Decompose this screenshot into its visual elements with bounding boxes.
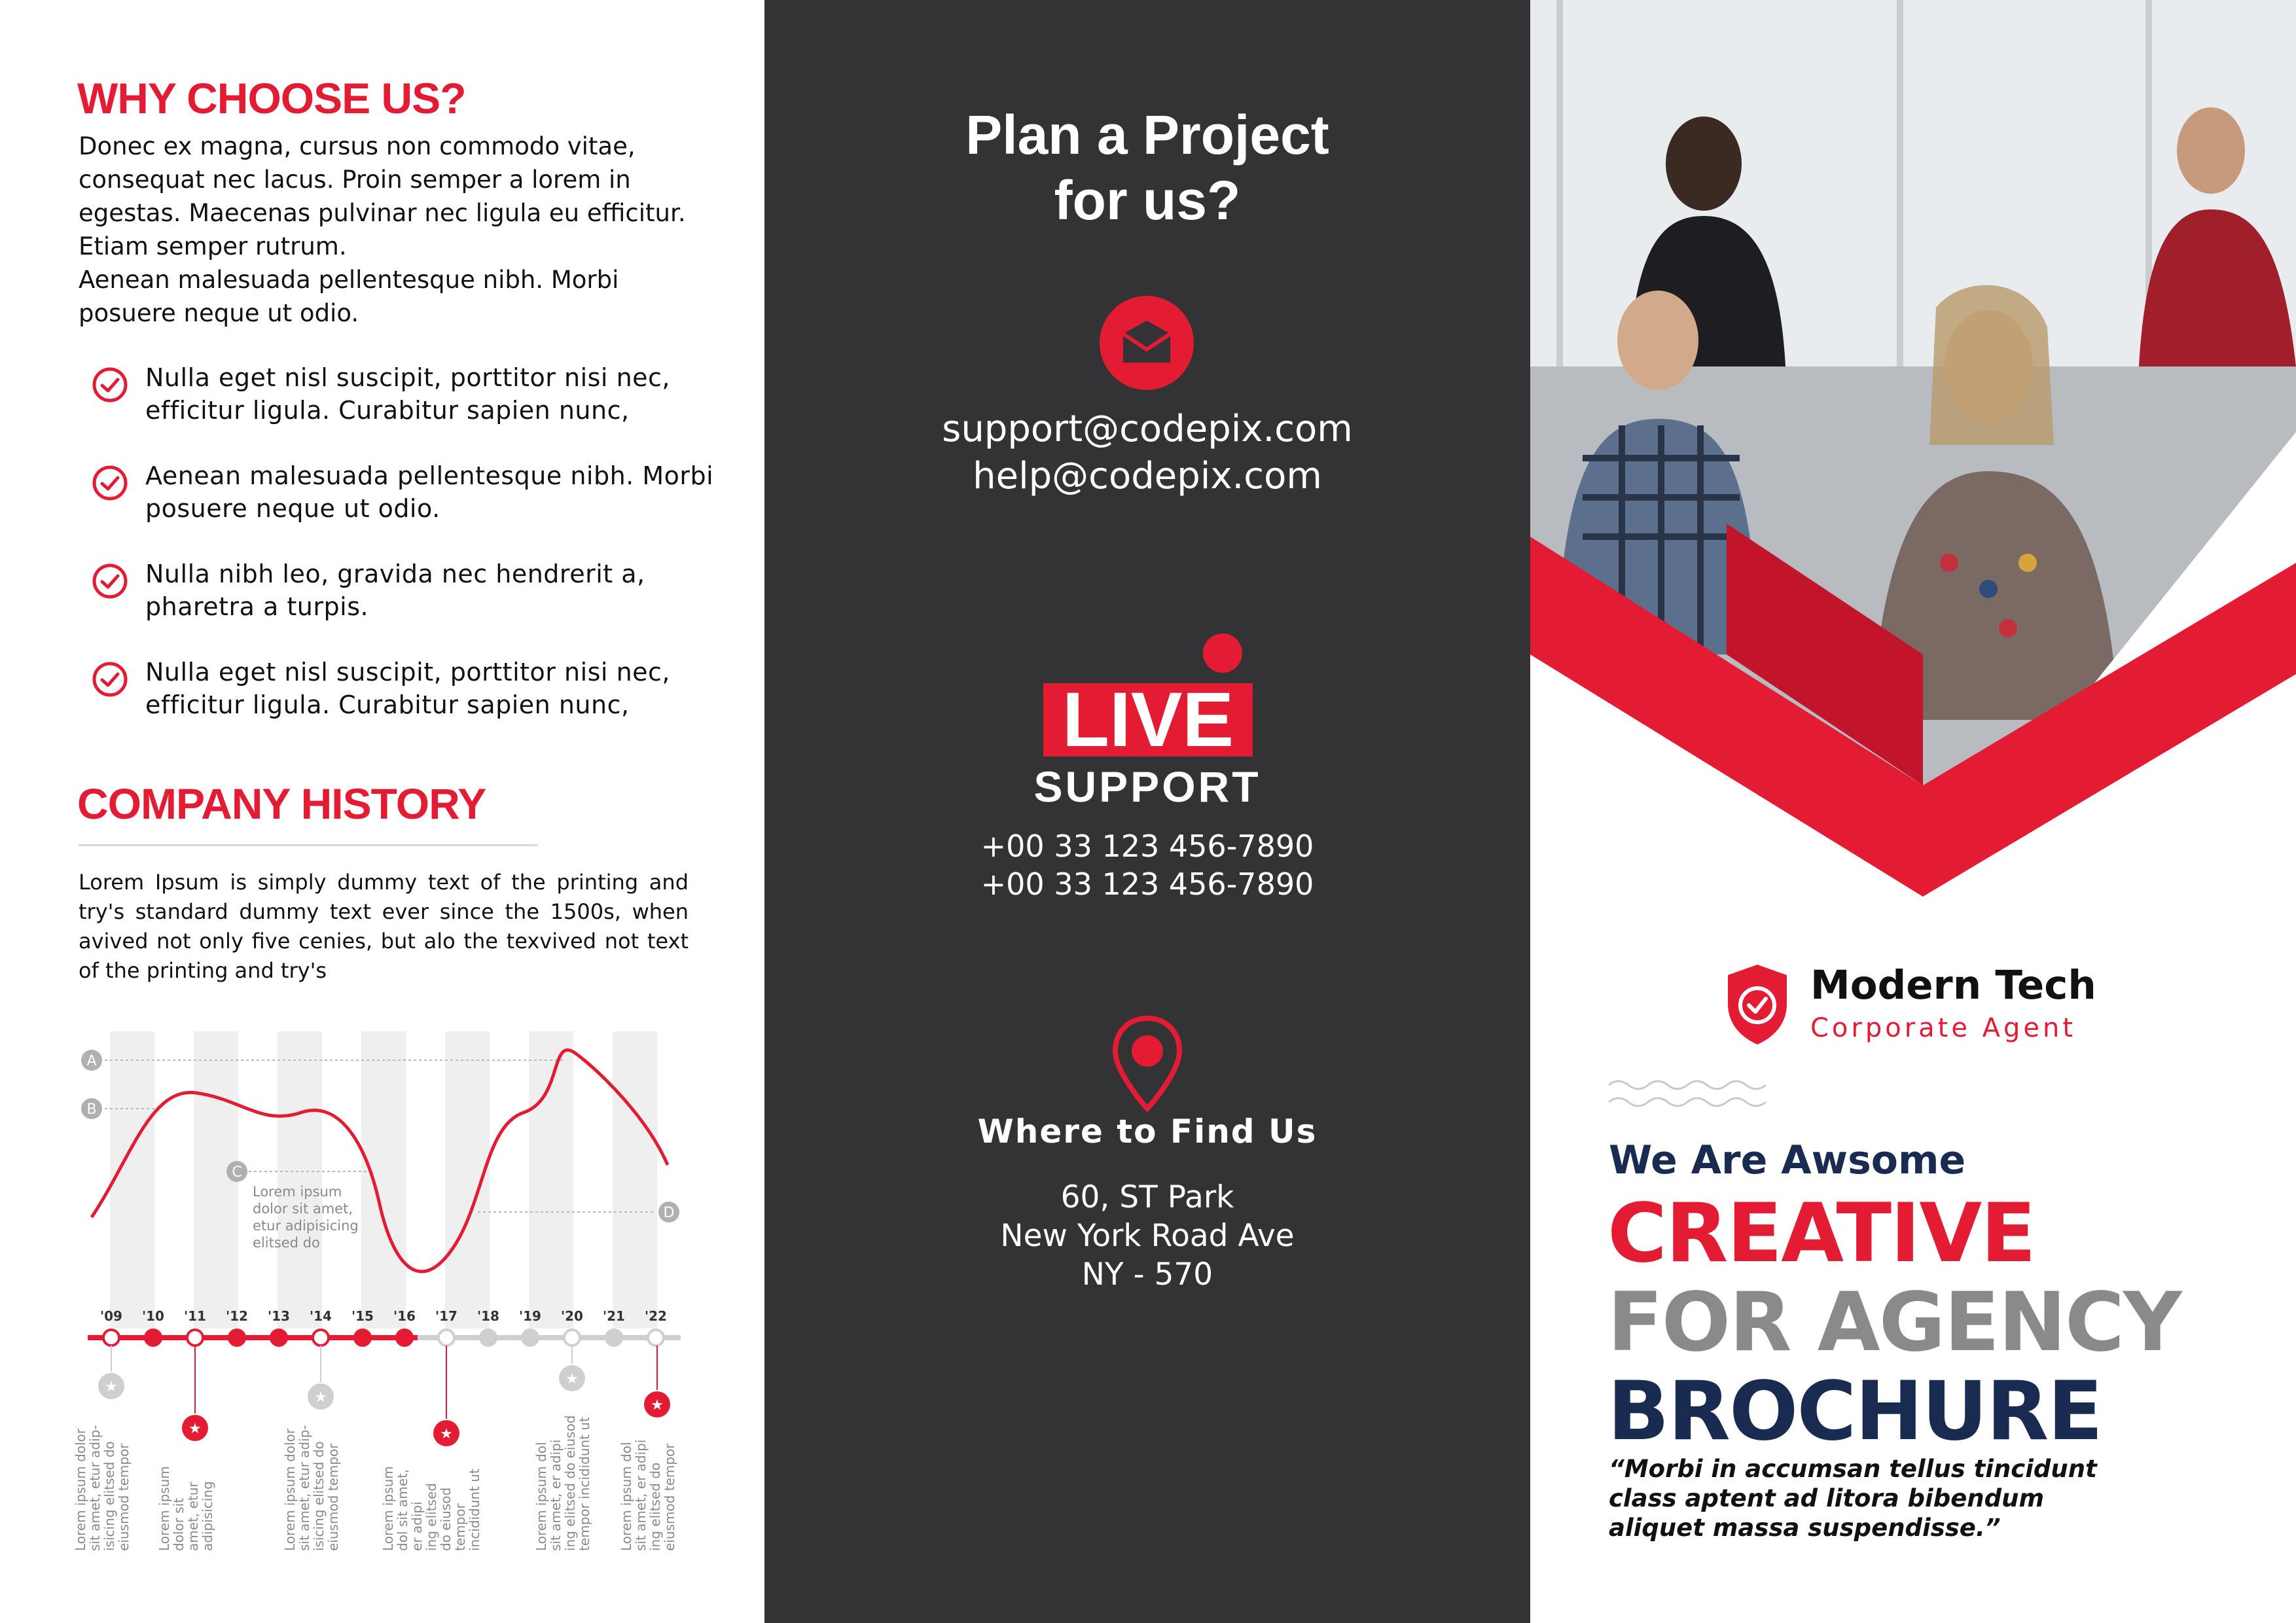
timeline-note-text: sit amet, er adipi xyxy=(633,1439,649,1551)
timeline-year-dot xyxy=(564,1330,580,1346)
timeline-note-text: Lorem ipsum xyxy=(380,1466,396,1551)
timeline-year-label: '11 xyxy=(184,1308,206,1324)
timeline-marker-label: B xyxy=(86,1101,97,1118)
timeline-year-dot xyxy=(271,1330,287,1346)
phone-number[interactable]: +00 33 123 456-7890 xyxy=(980,866,1314,902)
quote-line: aliquet massa suspendisse.” xyxy=(1609,1514,2001,1542)
live-label: LIVE xyxy=(1062,677,1234,762)
timeline-note-text: incididunt ut xyxy=(467,1469,482,1551)
timeline-year-label: '20 xyxy=(561,1308,583,1324)
timeline-note-text: tempor incididunt ut xyxy=(577,1417,592,1551)
timeline-year-dot xyxy=(522,1330,538,1346)
timeline-year-dot xyxy=(187,1330,203,1346)
star-glyph: ★ xyxy=(105,1379,118,1395)
email-contacts xyxy=(764,406,1530,500)
timeline-note-text: eiusmod tempor xyxy=(662,1443,677,1551)
timeline-note-text: sit amet, etur adip- xyxy=(87,1425,103,1551)
timeline-note-text: Lorem ipsum xyxy=(156,1466,172,1551)
timeline-marker-label: D xyxy=(663,1205,675,1221)
why-paragraph-2: Aenean malesuada pellentesque nibh. Morbi posuere neque ut odio. xyxy=(79,266,619,327)
timeline-column xyxy=(110,1031,154,1329)
timeline-note-text: Lorem ipsum dol xyxy=(533,1442,549,1551)
timeline-note-text: isicing elitsed do xyxy=(311,1441,327,1551)
timeline-year-dot xyxy=(355,1330,370,1346)
where-to-find-us-heading: Where to Find Us xyxy=(977,1113,1318,1150)
timeline-year-label: '16 xyxy=(393,1308,416,1324)
why-choose-us-heading: WHY CHOOSE US? xyxy=(77,74,466,122)
star-glyph: ★ xyxy=(440,1426,453,1442)
timeline-marker-label: C xyxy=(232,1164,242,1181)
timeline-note-text: isicing elitsed do xyxy=(101,1441,117,1551)
timeline-year-label: '19 xyxy=(519,1308,541,1324)
headline-creative: CREATIVE xyxy=(1607,1186,2035,1281)
timeline-year-dot xyxy=(313,1330,329,1346)
history-timeline-graphic xyxy=(0,1008,764,1623)
timeline-column xyxy=(613,1031,657,1329)
timeline-note-text: ing elitsed xyxy=(423,1483,439,1551)
timeline-note-text: sit amet, er adipi xyxy=(548,1439,564,1551)
timeline-marker-label: A xyxy=(86,1053,97,1069)
timeline-year-label: '10 xyxy=(142,1308,164,1324)
email-support-link[interactable]: support@codepix.com xyxy=(942,408,1353,450)
brand-tagline: Corporate Agent xyxy=(1810,1013,2077,1043)
timeline-note-text: tempor xyxy=(452,1503,468,1551)
why-choose-us-text xyxy=(79,130,707,330)
timeline-year-dot xyxy=(480,1330,496,1346)
tagline: We Are Awsome xyxy=(1609,1137,1966,1183)
timeline-note-text: Lorem ipsum dolor xyxy=(282,1428,298,1551)
timeline-column xyxy=(278,1031,322,1329)
headline-for-agency: FOR AGENCY xyxy=(1607,1275,2181,1370)
timeline-year-dot xyxy=(397,1330,412,1346)
timeline-year-label: '21 xyxy=(603,1308,625,1324)
timeline-year-label: '22 xyxy=(645,1308,667,1324)
timeline-year-dot xyxy=(606,1330,622,1346)
timeline-note-text: ing elitsed do xyxy=(647,1462,663,1551)
timeline-year-dot xyxy=(103,1330,119,1346)
timeline-note-text: dolor sit xyxy=(171,1497,187,1551)
callout-text: etur adipisicing xyxy=(253,1218,359,1234)
timeline-year-label: '14 xyxy=(310,1308,332,1324)
timeline-year-label: '15 xyxy=(351,1308,374,1324)
phone-contacts xyxy=(764,827,1530,903)
location-pin-icon xyxy=(1111,1014,1183,1113)
timeline-column xyxy=(361,1031,406,1329)
checklist-text: Nulla eget nisl suscipit, porttitor nisi nec, efficitur ligula. Curabitur sapien nunc, xyxy=(145,363,671,425)
address-line: 60, ST Park xyxy=(1060,1179,1234,1215)
plan-title-line-2: for us? xyxy=(1054,169,1241,231)
callout-text: Lorem ipsum xyxy=(253,1184,342,1200)
quote-text xyxy=(1609,1454,2172,1543)
timeline-note-text: Lorem ipsum dol xyxy=(619,1442,634,1551)
timeline-note-text: eiusmod tempor xyxy=(116,1443,132,1551)
timeline-year-dot xyxy=(145,1330,161,1346)
company-history-heading: COMPANY HISTORY xyxy=(77,779,486,828)
shield-check-icon xyxy=(1721,962,1793,1047)
envelope-icon xyxy=(1098,294,1195,391)
star-glyph: ★ xyxy=(565,1371,579,1387)
checklist-text: Nulla nibh leo, gravida nec hendrerit a, pharetra a turpis. xyxy=(145,560,645,621)
timeline-year-label: '17 xyxy=(435,1308,457,1324)
checklist-text: Aenean malesuada pellentesque nibh. Morbi posuere neque ut odio. xyxy=(145,461,714,523)
timeline-year-dot xyxy=(648,1330,664,1346)
left-panel xyxy=(0,0,764,1623)
headline-brochure: BROCHURE xyxy=(1607,1364,2102,1459)
check-circle-icon xyxy=(92,465,128,501)
checklist-text: Nulla eget nisl suscipit, porttitor nisi nec, efficitur ligula. Curabitur sapien nunc, xyxy=(145,658,671,719)
timeline-year-label: '09 xyxy=(100,1308,122,1324)
address-block xyxy=(764,1178,1530,1294)
timeline-note-text: adipisicing xyxy=(200,1481,215,1551)
callout-text: dolor sit amet, xyxy=(253,1201,353,1217)
wavy-lines-icon xyxy=(1609,1076,1766,1115)
timeline-note-text: dol sit amet, xyxy=(395,1469,410,1551)
timeline-note-text: eiusmod tempor xyxy=(325,1443,341,1551)
quote-line: class aptent ad litora bibendum xyxy=(1609,1484,2045,1512)
heading-underline xyxy=(79,844,538,846)
address-line: New York Road Ave xyxy=(1000,1218,1295,1254)
right-panel xyxy=(1530,0,2296,1623)
timeline-note-text: ing elitsed do eiusod xyxy=(562,1415,578,1551)
timeline-note-text: Lorem ipsum dolor xyxy=(73,1428,88,1551)
brand-name: Modern Tech xyxy=(1810,962,2096,1008)
why-paragraph-1: Donec ex magna, cursus non commodo vitae, consequat nec lacus. Proin semper a lorem in egestas. Maecenas pulvinar nec ligula eu efficitur. Etiam semper rutrum. xyxy=(79,132,686,260)
phone-number[interactable]: +00 33 123 456-7890 xyxy=(980,829,1314,864)
timeline-note-text: er adipi xyxy=(409,1501,425,1551)
timeline-year-label: '18 xyxy=(477,1308,499,1324)
plan-title-line-1: Plan a Project xyxy=(965,104,1329,166)
plan-project-heading xyxy=(764,102,1530,233)
company-history-text: Lorem Ipsum is simply dummy text of the printing and try's standard dummy text ever since the 1500s, when avived not only five cenies, but alo the texvived not text of the printing and try's xyxy=(79,870,689,983)
timeline-note-text: do eiusod xyxy=(438,1487,454,1551)
check-circle-icon xyxy=(92,563,128,599)
timeline-year-dot xyxy=(439,1330,454,1346)
check-circle-icon xyxy=(92,366,128,403)
middle-panel xyxy=(764,0,1530,1623)
timeline-column xyxy=(529,1031,573,1329)
support-heading: SUPPORT xyxy=(1033,762,1261,811)
check-circle-icon xyxy=(92,661,128,698)
star-glyph: ★ xyxy=(651,1397,664,1414)
timeline-note-text: sit amet, etur adip- xyxy=(296,1425,312,1551)
address-line: NY - 570 xyxy=(1081,1257,1213,1293)
email-help-link[interactable]: help@codepix.com xyxy=(973,455,1322,497)
star-glyph: ★ xyxy=(188,1421,202,1437)
timeline-year-label: '12 xyxy=(226,1308,248,1324)
timeline-year-dot xyxy=(229,1330,245,1346)
star-glyph: ★ xyxy=(314,1389,327,1406)
live-badge-icon xyxy=(1043,631,1253,762)
callout-text: elitsed do xyxy=(253,1235,320,1251)
timeline-note-text: amet, etur xyxy=(185,1482,201,1551)
quote-line: “Morbi in accumsan tellus tincidunt xyxy=(1609,1455,2097,1483)
timeline-year-label: '13 xyxy=(268,1308,290,1324)
team-photo xyxy=(1530,0,2296,903)
